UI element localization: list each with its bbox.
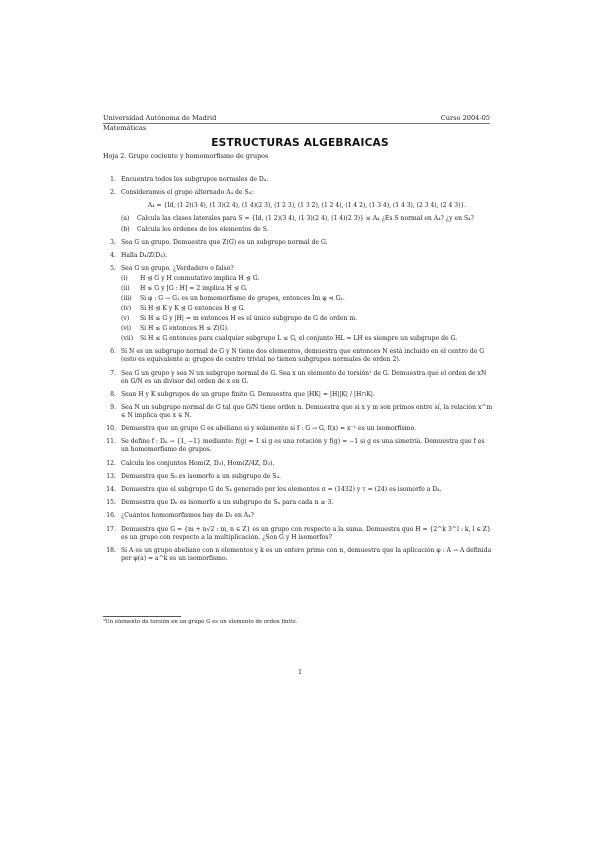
exercise-number: 18. — [106, 546, 116, 554]
exercise-item — [103, 239, 493, 247]
exercise-item — [103, 547, 493, 563]
exercise-item — [103, 512, 493, 520]
header-rule — [103, 123, 490, 124]
part-label: (a) — [121, 215, 130, 223]
course-year: Curso 2004-05 — [440, 114, 490, 122]
footnote: ¹Un elemento de torsión en un grupo G es un elemento de orden finito. — [103, 619, 298, 625]
exercise-part — [121, 275, 493, 283]
exercise-number: 9. — [110, 404, 116, 411]
part-label: (vii) — [121, 335, 134, 343]
part-label: (vi) — [121, 325, 132, 333]
exercise-text: ¿Cuántos homomorfismos hay de D₃ en A₄? — [121, 512, 254, 520]
exercise-number: 15. — [106, 499, 116, 507]
part-text: Si H ≤ G entonces para cualquier subgrupo L ≤ G, el conjunto HL = LH es siempre un subgrupo de G. — [140, 335, 458, 343]
exercise-part — [121, 335, 493, 343]
page-number: 1 — [297, 669, 302, 676]
exercise-text: Encuentra todos los subgrupos normales de D₄. — [121, 176, 269, 183]
exercise-list — [103, 176, 493, 568]
part-text: H ⊴ G y H conmutativo implica H ⊴ G. — [140, 275, 260, 283]
exercise-text: Demuestra que G = {m + n√2 : m, n ∈ Z} es un grupo con respecto a la suma. Demuestra que H = {2^k 3^l : k, l ∈ Z} es un grupo con respecto a la multiplicación. ¿Son G y H isomorfos? — [121, 525, 491, 541]
sheet-subtitle: Hoja 2. Grupo cociente y homomorfismo de grupos — [103, 152, 269, 160]
exercise-text: Si N es un subgrupo normal de G y N tiene dos elementos, demuestra que entonces N está incluido en el centro de G (esto es equivalente a: grupos de centro trivial no tienen subgrupos normales de orden 2). — [121, 348, 485, 364]
exercise-text: Calcula los conjuntos Hom(Z, D₃), Hom(Z/4Z, D₃). — [121, 459, 275, 467]
page-title: ESTRUCTURAS ALGEBRAICAS — [211, 137, 389, 149]
exercise-number: 10. — [106, 425, 116, 433]
exercise-part — [121, 325, 493, 333]
part-label: (i) — [121, 275, 128, 283]
exercise-text: Sea G un grupo. Demuestra que Z(G) es un subgrupo normal de G. — [121, 238, 328, 246]
exercise-number: 5. — [110, 265, 116, 273]
exercise-item — [103, 486, 493, 494]
exercise-text: Sean H y K subgrupos de un grupo finito G. Demuestra que |HK| = |H||K| / |H∩K|. — [121, 390, 375, 398]
exercise-item — [103, 348, 493, 364]
exercise-part — [121, 285, 493, 293]
exercise-text: Demuestra que el subgrupo G de S₄ generado por los elementos σ = (1432) y τ = (24) es isomorfo a D₄. — [121, 485, 442, 493]
exercise-item — [103, 189, 493, 234]
exercise-part — [121, 295, 493, 303]
part-text: Calcula las clases laterales para S = {Id, (1 2)(3 4), (1 3)(2 4), (1 4)(2 3)} ≤ A₄ ¿Es S normal en A₄? ¿y en S₄? — [137, 215, 474, 223]
exercise-item — [103, 526, 493, 542]
exercise-item — [103, 438, 493, 454]
footnote-rule — [103, 616, 181, 617]
part-text: Si H ≤ G entonces H ≤ Z(G). — [140, 325, 229, 333]
exercise-item — [103, 499, 493, 507]
exercise-number: 11. — [106, 438, 116, 446]
exercise-text: Se define f : Dₙ → {1, −1} mediante: f(g) = 1 si g es una rotación y f(g) = −1 si g es una simetría. Demuestra que f es un homomorfismo de grupos. — [121, 438, 485, 454]
part-label: (b) — [121, 225, 130, 233]
exercise-text: Demuestra que S₃ es isomorfo a un subgrupo de S₄. — [121, 472, 281, 480]
exercise-number: 17. — [106, 525, 116, 533]
exercise-item — [103, 176, 493, 184]
exercise-text: Consideramos el grupo alternado A₄ de S₄: — [121, 189, 254, 197]
exercise-number: 3. — [110, 238, 116, 246]
exercise-item — [103, 370, 493, 386]
part-text: Si φ : G → G₁ es un homomorfismo de grupos, entonces Im φ ⊲ G₁. — [140, 295, 345, 303]
exercise-number: 1. — [110, 176, 116, 183]
part-text: H ≤ G y [G : H] = 2 implica H ⊴ G. — [140, 285, 248, 293]
part-label: (iv) — [121, 305, 132, 313]
exercise-number: 12. — [106, 459, 116, 467]
exercise-text: Demuestra que un grupo G es abeliano si y solamente si f : G → G, f(x) = x⁻¹ es un isomorfismo. — [121, 425, 417, 433]
part-text: Calcula los órdenes de los elementos de S. — [137, 225, 269, 233]
part-text: Si H ≤ G y |H| = m entonces H es el único subgrupo de G de orden m. — [140, 315, 358, 323]
part-text: Si H ⊴ K y K ⊴ G entonces H ⊴ G. — [140, 305, 246, 313]
exercise-item — [103, 473, 493, 481]
exercise-part — [121, 305, 493, 313]
exercise-text: Si A es un grupo abeliano con n elementos y k es un entero primo con n, demuestra que la aplicación φ : A → A definida por φ(a) = a^k es un isomorfismo. — [121, 546, 492, 562]
exercise-part — [121, 315, 493, 323]
subject-name: Matemáticas — [103, 124, 147, 132]
exercise-number: 13. — [106, 472, 116, 480]
exercise-item — [103, 252, 493, 260]
exercise-part — [121, 215, 493, 223]
part-label: (ii) — [121, 285, 130, 293]
exercise-item — [103, 404, 493, 420]
exercise-number: 2. — [110, 189, 116, 197]
university-name: Universidad Autónoma de Madrid — [103, 114, 217, 122]
part-label: (iii) — [121, 295, 132, 303]
a4-equation: A₄ = {Id, (1 2)(3 4), (1 3)(2 4), (1 4)(2 3), (1 2 3), (1 3 2), (1 2 4), (1 4 2), (1 3 4), (1 4 3), (2 3 4), (2 4 3)}. — [147, 202, 467, 210]
exercise-text: Sea G un grupo. ¿Verdadero o falso? — [121, 265, 234, 273]
exercise-text: Halla D₄/Z(D₄). — [121, 252, 168, 260]
exercise-part — [121, 226, 493, 234]
exercise-text: Demuestra que Dₙ es isomorfo a un subgrupo de Sₙ para cada n ≥ 3. — [121, 499, 334, 507]
exercise-text: Sea N un subgrupo normal de G tal que G/N tiene orden n. Demuestra que si x y m son primos entre sí, la relación x^m ∈ N implica que x ∈ N. — [121, 404, 493, 419]
exercise-number: 8. — [110, 390, 116, 398]
exercise-number: 7. — [110, 369, 116, 377]
exercise-item — [103, 460, 493, 468]
part-label: (v) — [121, 315, 130, 323]
exercise-item — [103, 391, 493, 399]
exercise-number: 4. — [110, 252, 116, 260]
exercise-number: 6. — [110, 348, 116, 356]
exercise-text: Sea G un grupo y sea N un subgrupo normal de G. Sea x un elemento de torsión¹ de G. Demuestra que el orden de xN en G/N es un divisor del orden de x en G. — [121, 369, 487, 385]
exercise-number: 14. — [106, 485, 116, 493]
exercise-item — [103, 265, 493, 343]
exercise-item — [103, 425, 493, 433]
exercise-number: 16. — [106, 512, 116, 520]
